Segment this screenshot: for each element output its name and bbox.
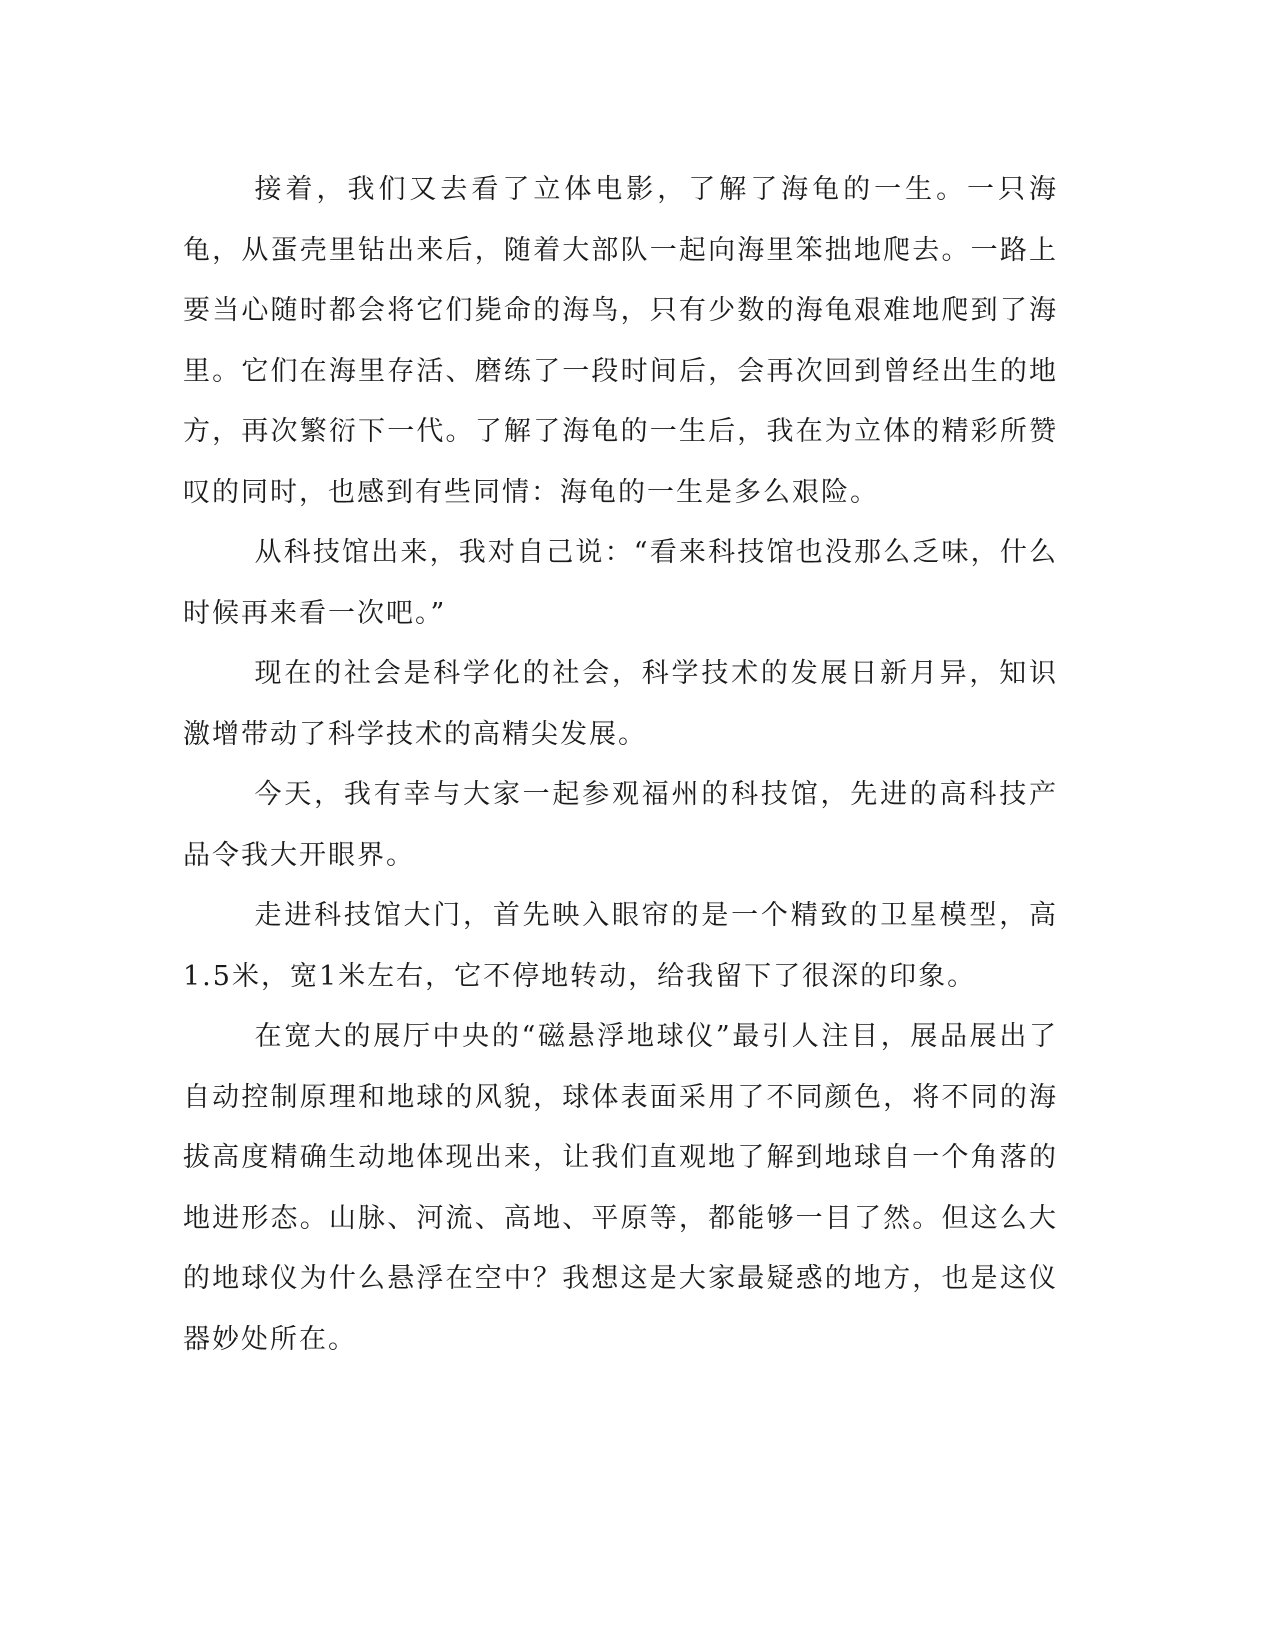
paragraph-satellite-model: 走进科技馆大门，首先映入眼帘的是一个精致的卫星模型，高1.5米，宽1米左右，它不停地转动，给我留下了很深的印象。 — [183, 900, 1058, 992]
paragraph-visit-fuzhou: 今天，我有幸与大家一起参观福州的科技馆，先进的高科技产品令我大开眼界。 — [183, 779, 1058, 871]
paragraph-leaving-museum: 从科技馆出来，我对自己说：“看来科技馆也没那么乏味，什么时候再来看一次吧。” — [183, 537, 1058, 629]
paragraph-maglev-globe: 在宽大的展厅中央的“磁悬浮地球仪”最引人注目，展品展出了自动控制原理和地球的风貌，球体表面采用了不同颜色，将不同的海拔高度精确生动地体现出来，让我们直观地了解到地球自一个角落的地进形态。山脉、河流、高地、平原等，都能够一目了然。但这么大的地球仪为什么悬浮在空中？我想这是大家最疑惑的地方，也是这仪器妙处所在。 — [183, 1021, 1058, 1355]
document-body — [183, 160, 1058, 1370]
paragraph-scientific-society: 现在的社会是科学化的社会，科学技术的发展日新月异，知识激增带动了科学技术的高精尖发展。 — [183, 658, 1058, 750]
paragraph-sea-turtle: 接着，我们又去看了立体电影，了解了海龟的一生。一只海龟，从蛋壳里钻出来后，随着大部队一起向海里笨拙地爬去。一路上要当心随时都会将它们毙命的海鸟，只有少数的海龟艰难地爬到了海里。它们在海里存活、磨练了一段时间后，会再次回到曾经出生的地方，再次繁衍下一代。了解了海龟的一生后，我在为立体的精彩所赞叹的同时，也感到有些同情：海龟的一生是多么艰险。 — [183, 174, 1058, 508]
